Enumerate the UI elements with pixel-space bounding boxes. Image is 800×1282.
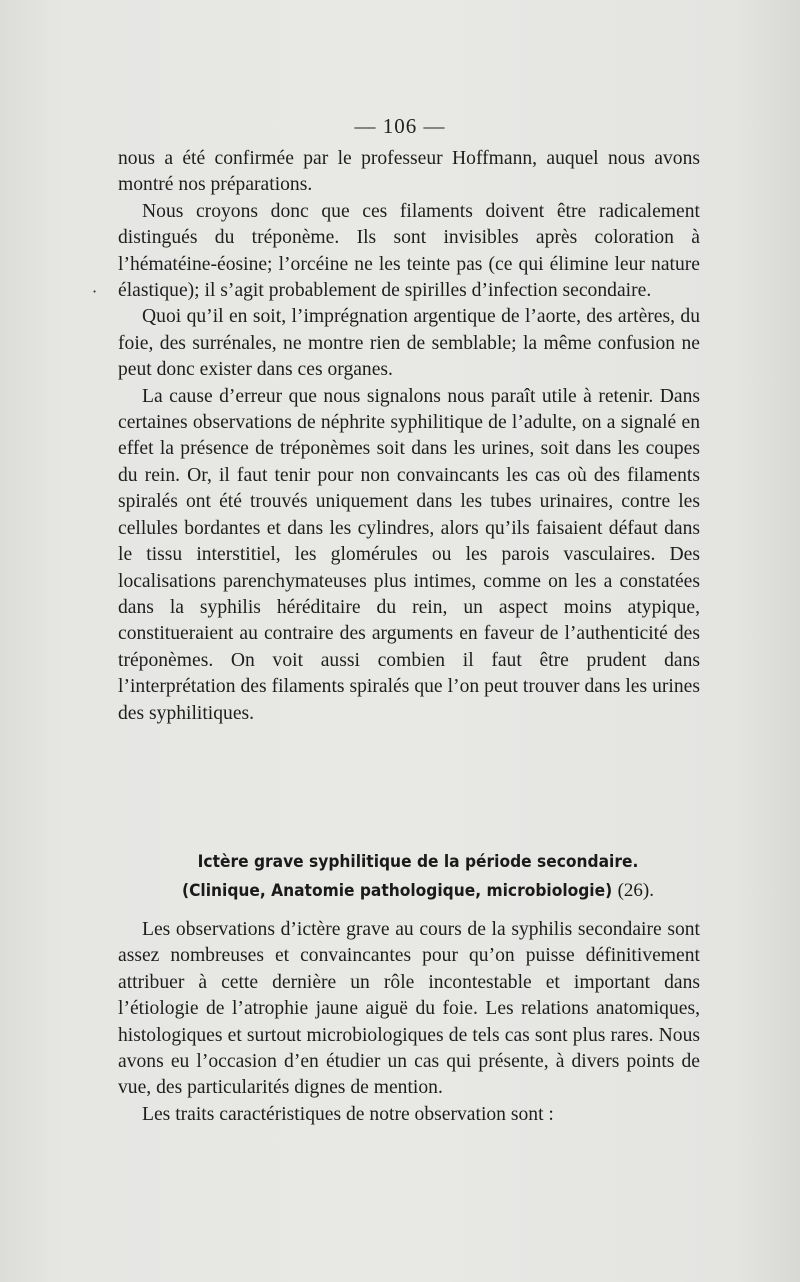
section-heading: Ictère grave syphilitique de la période secondaire. bbox=[197, 852, 639, 872]
paragraph: Les traits caractéristiques de notre observation sont : bbox=[142, 1103, 554, 1125]
paragraph: nous a été confirmée par le professeur Hoffmann, auquel nous avons montré nos préparations. bbox=[118, 148, 700, 196]
margin-mark: · bbox=[92, 282, 98, 301]
body-text-bottom bbox=[118, 917, 700, 1128]
page-number: — 106 — bbox=[354, 114, 446, 138]
reference-number: (26). bbox=[617, 880, 654, 901]
paragraph: Les observations d’ictère grave au cours de la syphilis secondaire sont assez nombreuses et convaincantes pour qu’on puisse définitivement attribuer à cette dernière un rôle incontestable et important dans l’étiologie de l’atrophie jaune aiguë du foie. Les relations anatomiques, histologiques et surtout microbiologiques de tels cas sont plus rares. Nous avons eu l’occasion d’en étudier un cas qui présente, à divers points de vue, des particularités dignes de mention. bbox=[118, 919, 700, 1099]
paragraph: Quoi qu’il en soit, l’imprégnation argentique de l’aorte, des artères, du foie, des surrénales, ne montre rien de semblable; la même confusion ne peut donc exister dans ces organes. bbox=[118, 306, 700, 381]
paragraph: Nous croyons donc que ces filaments doivent être radicalement distingués du tréponème. Ils sont invisibles après coloration à l’hématéine-éosine; l’orcéine ne les teinte pas (ce qui élimine leur nature élastique); il s’agit probablement de spirilles d’infection secondaire. bbox=[118, 200, 700, 302]
section-subheading bbox=[118, 876, 718, 906]
paragraph: La cause d’erreur que nous signalons nous paraît utile à retenir. Dans certaines observations de néphrite syphilitique de l’adulte, on a signalé en effet la présence de tréponèmes soit dans les urines, soit dans les coupes du rein. Or, il faut tenir pour non convaincants les cas où des filaments spiralés ont été trouvés uniquement dans les tubes urinaires, contre les cellules bordantes et dans les cylindres, alors qu’ils faisaient défaut dans le tissu interstitiel, les glomérules ou les parois vasculaires. Des localisations parenchymateuses plus intimes, comme on les a constatées dans la syphilis héréditaire du rein, un aspect moins atypique, constitueraient au contraire des arguments en faveur de l’authenticité des tréponèmes. On voit aussi combien il faut être prudent dans l’interprétation des filaments spiralés que l’on peut trouver dans les urines des syphilitiques. bbox=[118, 385, 700, 724]
subheading-text: (Clinique, Anatomie pathologique, microbiologie) bbox=[182, 881, 613, 901]
body-text-top bbox=[118, 146, 700, 727]
